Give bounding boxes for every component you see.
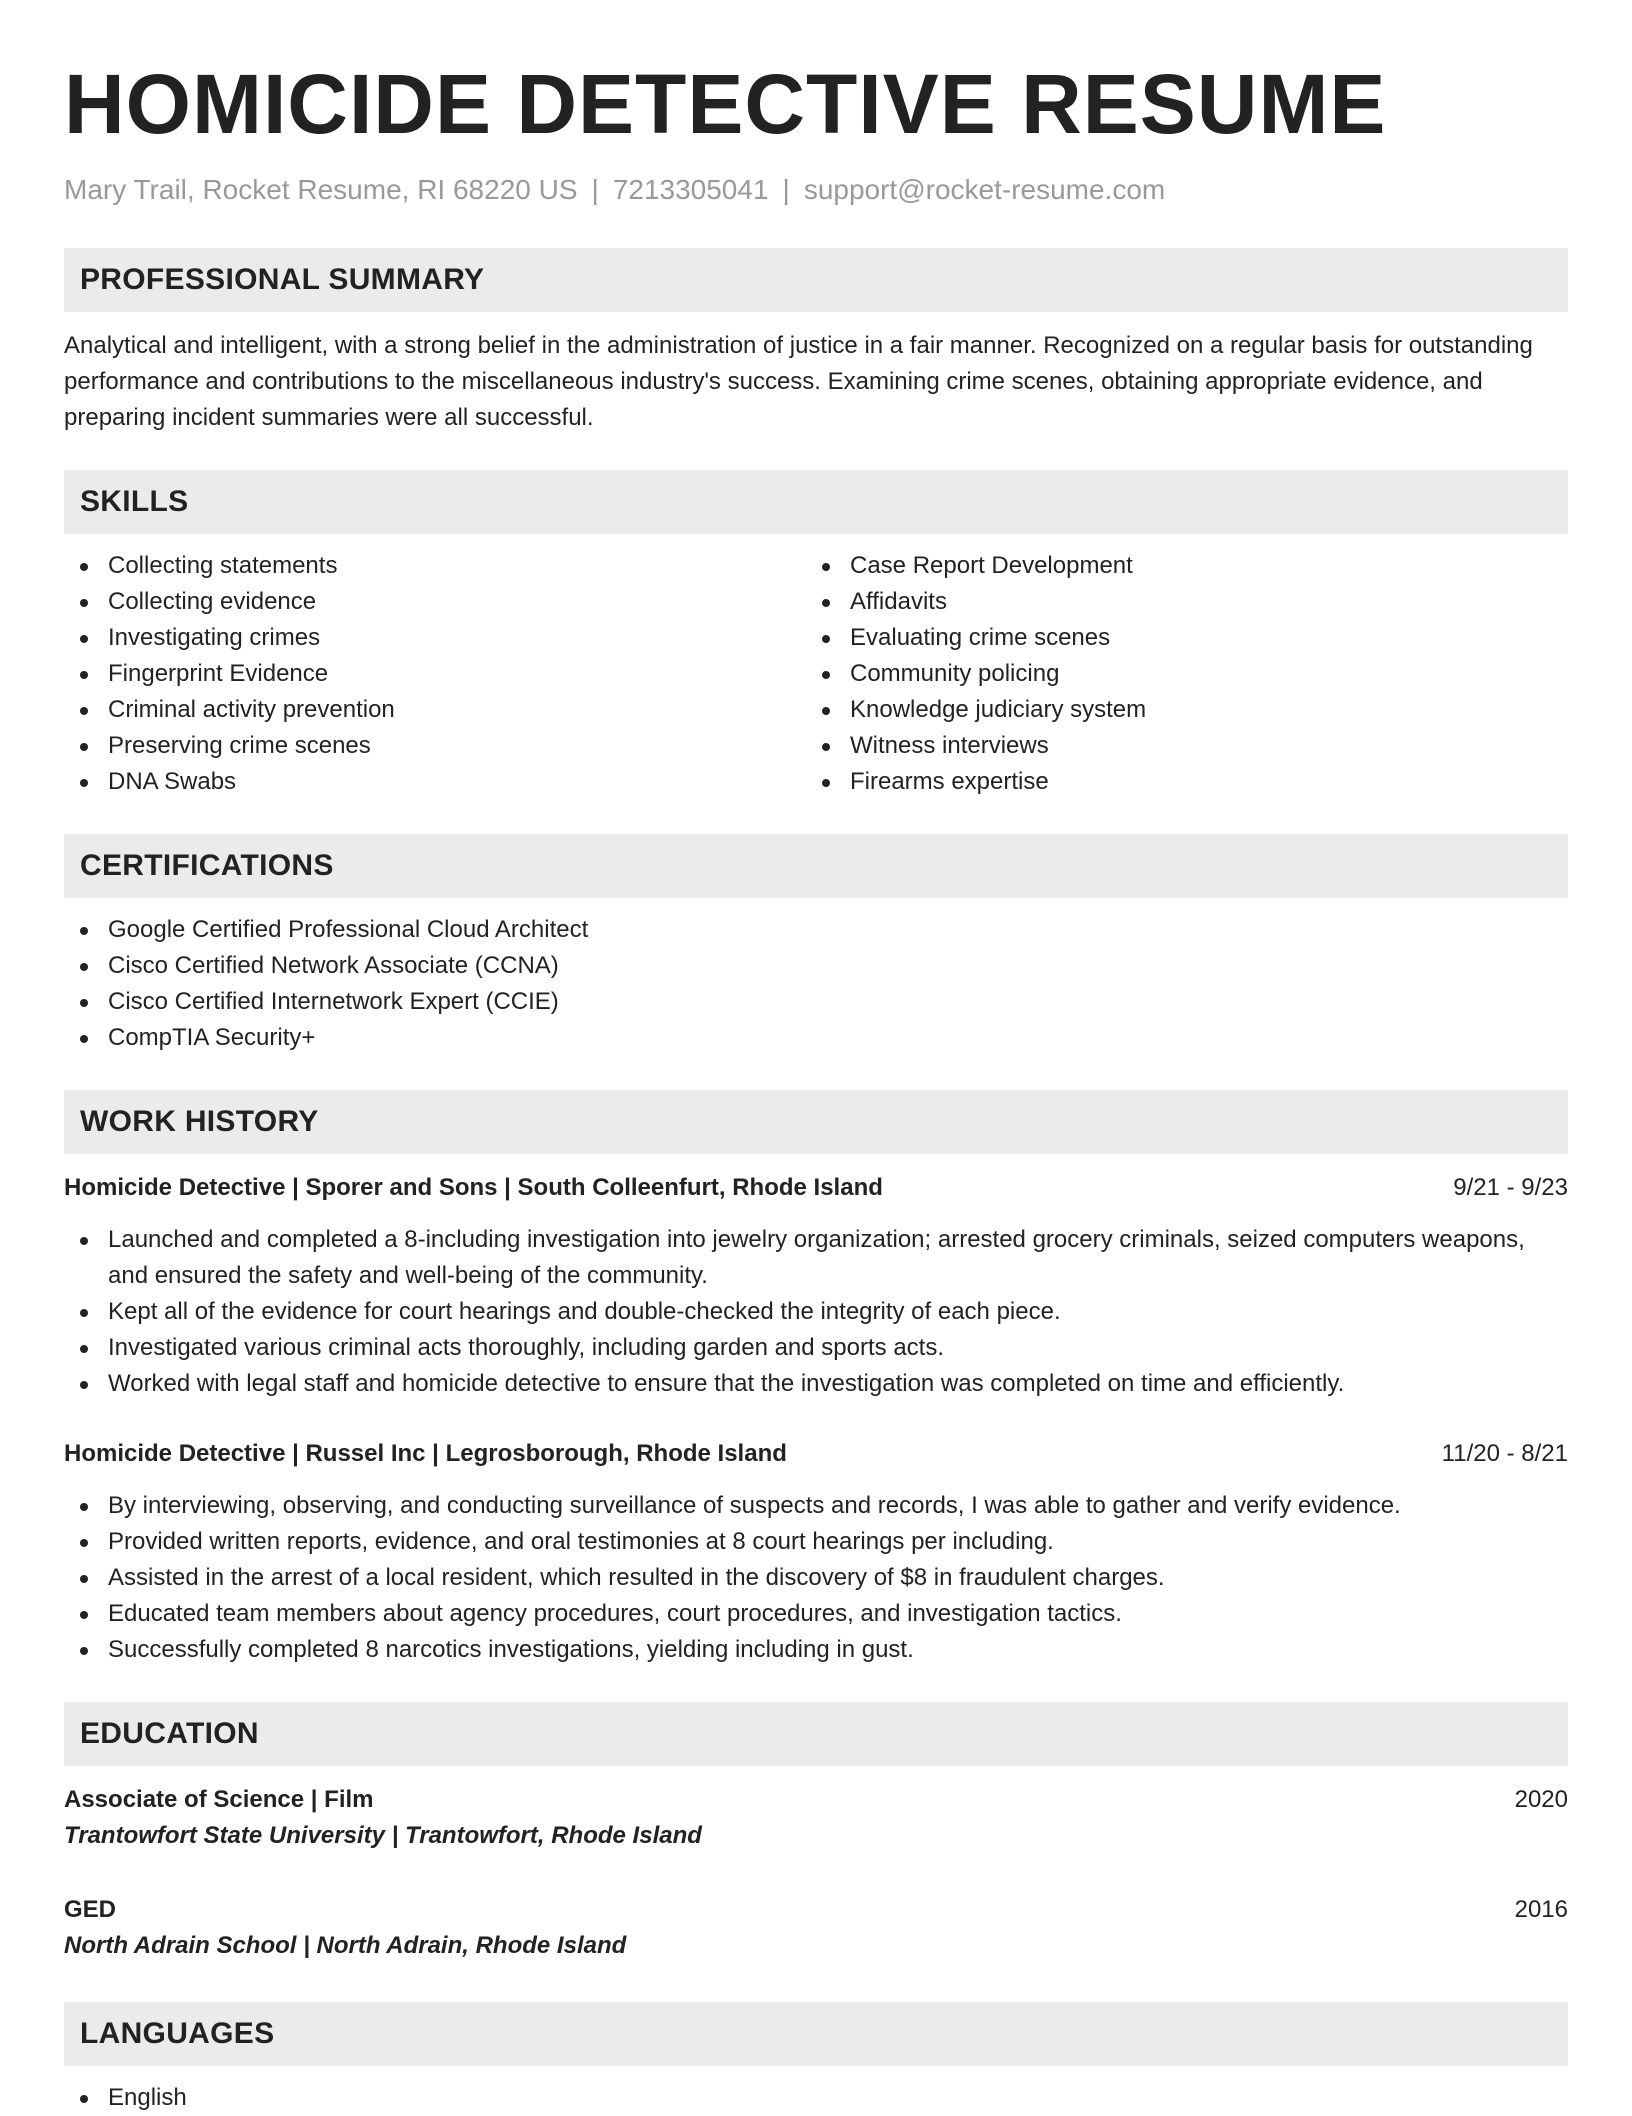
certification-item: Cisco Certified Internetwork Expert (CCIE) [64,984,1568,1020]
contact-email: support@rocket-resume.com [803,174,1166,205]
skill-item: Fingerprint Evidence [64,656,806,692]
contact-separator: | [591,174,599,205]
job-bullet: By interviewing, observing, and conducting surveillance of suspects and records, I was able to gather and verify evidence. [64,1488,1568,1524]
skill-item: Affidavits [806,584,1548,620]
education-degree: GED [64,1896,117,1923]
languages-heading: LANGUAGES [64,2002,1568,2066]
skill-item: Knowledge judiciary system [806,692,1548,728]
resume-title: HOMICIDE DETECTIVE RESUME [64,57,1387,151]
language-item: English [64,2080,1568,2116]
skills-heading: SKILLS [64,470,1568,534]
skills-grid [64,548,1568,800]
education-year: 2016 [1514,1896,1568,1923]
work-heading: WORK HISTORY [64,1090,1568,1154]
skill-item: Investigating crimes [64,620,806,656]
certifications-heading: CERTIFICATIONS [64,834,1568,898]
job-bullet: Worked with legal staff and homicide detective to ensure that the investigation was completed on time and efficiently. [64,1366,1568,1402]
contact-separator: | [782,174,790,205]
education-degree: Associate of Science | Film [64,1786,374,1813]
summary-section [64,248,1568,436]
skill-item: Collecting evidence [64,584,806,620]
resume-page [64,0,1568,2116]
certifications-list [64,912,1568,1056]
job-bullets [64,1488,1568,1668]
certification-item: Google Certified Professional Cloud Architect [64,912,1568,948]
skills-right-list [806,548,1548,800]
job-bullet: Successfully completed 8 narcotics investigations, yielding including in gust. [64,1632,1568,1668]
summary-heading: PROFESSIONAL SUMMARY [64,248,1568,312]
contact-phone: 7213305041 [612,174,769,205]
job-bullet: Provided written reports, evidence, and oral testimonies at 8 court hearings per including. [64,1524,1568,1560]
skill-item: Preserving crime scenes [64,728,806,764]
work-section [64,1090,1568,1668]
education-entry [64,1892,1568,1964]
skill-item: DNA Swabs [64,764,806,800]
education-header [64,1892,1568,1928]
job-bullet: Kept all of the evidence for court hearings and double-checked the integrity of each piece. [64,1294,1568,1330]
job-dates: 9/21 - 9/23 [1453,1174,1568,1201]
skills-section [64,470,1568,800]
education-year: 2020 [1514,1786,1568,1813]
languages-list [64,2080,1568,2116]
education-school: Trantowfort State University | Trantowfort, Rhode Island [64,1822,702,1849]
job-bullet: Investigated various criminal acts thoroughly, including garden and sports acts. [64,1330,1568,1366]
job-bullets [64,1222,1568,1402]
certifications-section [64,834,1568,1056]
skill-item: Case Report Development [806,548,1548,584]
skills-left-list [64,548,806,800]
contact-address: Mary Trail, Rocket Resume, RI 68220 US [64,174,578,205]
education-entry [64,1782,1568,1854]
skill-item: Witness interviews [806,728,1548,764]
skill-item: Evaluating crime scenes [806,620,1548,656]
contact-line [64,172,1568,208]
education-school: North Adrain School | North Adrain, Rhode Island [64,1932,627,1959]
certification-item: Cisco Certified Network Associate (CCNA) [64,948,1568,984]
education-section [64,1702,1568,1964]
skill-item: Criminal activity prevention [64,692,806,728]
education-header [64,1782,1568,1818]
job-bullet: Launched and completed a 8-including investigation into jewelry organization; arrested grocery criminals, seized computers weapons, and ensured the safety and well-being of the community. [64,1222,1568,1294]
job-bullet: Educated team members about agency procedures, court procedures, and investigation tactics. [64,1596,1568,1632]
job-entry [64,1436,1568,1668]
job-title: Homicide Detective | Russel Inc | Legrosborough, Rhode Island [64,1440,787,1467]
skill-item: Community policing [806,656,1548,692]
languages-section [64,2002,1568,2116]
education-heading: EDUCATION [64,1702,1568,1766]
job-dates: 11/20 - 8/21 [1441,1440,1568,1467]
job-title: Homicide Detective | Sporer and Sons | South Colleenfurt, Rhode Island [64,1174,883,1201]
job-entry [64,1170,1568,1402]
skill-item: Collecting statements [64,548,806,584]
skill-item: Firearms expertise [806,764,1548,800]
job-header [64,1436,1568,1472]
summary-text: Analytical and intelligent, with a strong belief in the administration of justice in a fair manner. Recognized on a regular basis for outstanding performance and contributions to the miscellaneous industry's success. Examining crime scenes, obtaining appropriate evidence, and preparing incident summaries were all successful. [64,332,1533,431]
job-header [64,1170,1568,1206]
job-bullet: Assisted in the arrest of a local resident, which resulted in the discovery of $8 in fraudulent charges. [64,1560,1568,1596]
certification-item: CompTIA Security+ [64,1020,1568,1056]
